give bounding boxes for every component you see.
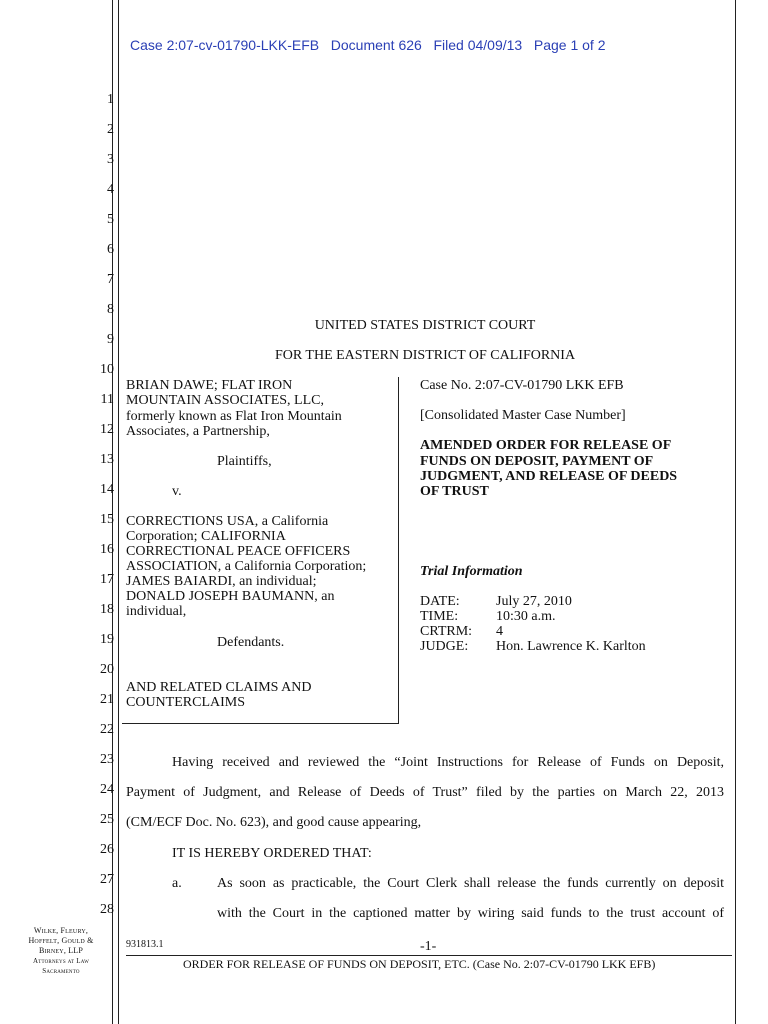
document-id: 931813.1 bbox=[126, 939, 164, 950]
footer-title: ORDER FOR RELEASE OF FUNDS ON DEPOSIT, ETC. (Case No. 2:07-CV-01790 LKK EFB) bbox=[183, 957, 656, 971]
plaintiffs-label: Plaintiffs, bbox=[217, 454, 272, 469]
right-margin-rule bbox=[735, 0, 736, 1024]
firm-line: Sacramento bbox=[42, 967, 80, 975]
defendant-line: JAMES BAIARDI, an individual; bbox=[126, 574, 317, 589]
document-title-line: AMENDED ORDER FOR RELEASE OF bbox=[420, 438, 672, 453]
line-number: 21 bbox=[100, 692, 114, 707]
line-number: 5 bbox=[107, 212, 114, 227]
master-case-note: [Consolidated Master Case Number] bbox=[420, 408, 626, 423]
versus-label: v. bbox=[172, 484, 182, 499]
line-number: 7 bbox=[107, 272, 114, 287]
firm-line: Attorneys at Law bbox=[32, 957, 90, 965]
plaintiff-line: Associates, a Partnership, bbox=[126, 424, 270, 439]
paragraph-line: (CM/ECF Doc. No. 623), and good cause appearing, bbox=[126, 815, 422, 830]
line-number: 15 bbox=[100, 512, 114, 527]
line-number: 12 bbox=[100, 422, 114, 437]
line-number: 24 bbox=[100, 782, 114, 797]
line-number: 2 bbox=[107, 122, 114, 137]
document-title-line: FUNDS ON DEPOSIT, PAYMENT OF bbox=[420, 454, 654, 469]
trial-value: July 27, 2010 bbox=[496, 594, 572, 609]
line-number: 13 bbox=[100, 452, 114, 467]
defendant-line: individual, bbox=[126, 604, 187, 619]
line-number: 4 bbox=[107, 182, 114, 197]
page-number: -1- bbox=[420, 939, 437, 954]
document-title-line: OF TRUST bbox=[420, 484, 489, 499]
line-number: 26 bbox=[100, 842, 114, 857]
line-number: 11 bbox=[100, 392, 114, 407]
line-number: 28 bbox=[100, 902, 114, 917]
line-number: 22 bbox=[100, 722, 114, 737]
paragraph-line: Payment of Judgment, and Release of Deeds of Trust” filed by the parties on March 22, 2013 bbox=[126, 785, 724, 800]
trial-label: CRTRM: bbox=[420, 624, 473, 639]
firm-line: Birney, LLP bbox=[38, 946, 84, 955]
footer-rule bbox=[126, 955, 732, 956]
line-number: 27 bbox=[100, 872, 114, 887]
plaintiff-line: MOUNTAIN ASSOCIATES, LLC, bbox=[126, 393, 325, 408]
left-margin-rule-inner bbox=[118, 0, 119, 1024]
case-number: Case No. 2:07-CV-01790 LKK EFB bbox=[420, 378, 624, 393]
trial-value: 4 bbox=[496, 624, 503, 639]
document-title-line: JUDGMENT, AND RELEASE OF DEEDS bbox=[420, 469, 678, 484]
related-line: AND RELATED CLAIMS AND bbox=[126, 680, 312, 695]
trial-label: JUDGE: bbox=[420, 639, 469, 654]
defendant-line: CORRECTIONAL PEACE OFFICERS bbox=[126, 544, 351, 559]
ecf-header-stamp: Case 2:07-cv-01790-LKK-EFB Document 626 Filed 04/09/13 Page 1 of 2 bbox=[130, 37, 606, 53]
line-number: 17 bbox=[100, 572, 114, 587]
trial-value: Hon. Lawrence K. Karlton bbox=[496, 639, 646, 654]
line-number: 3 bbox=[107, 152, 114, 167]
item-line: As soon as practicable, the Court Clerk shall release the funds currently on deposit bbox=[217, 876, 724, 891]
line-number: 23 bbox=[100, 752, 114, 767]
line-number: 8 bbox=[107, 302, 114, 317]
plaintiff-line: formerly known as Flat Iron Mountain bbox=[126, 409, 342, 424]
line-number: 9 bbox=[107, 332, 114, 347]
line-number: 1 bbox=[107, 92, 114, 107]
paragraph-line: Having received and reviewed the “Joint Instructions for Release of Funds on Deposit, bbox=[172, 755, 724, 770]
trial-info-heading: Trial Information bbox=[420, 564, 523, 579]
defendant-line: CORRECTIONS USA, a California bbox=[126, 514, 329, 529]
item-line: with the Court in the captioned matter by wiring said funds to the trust account of bbox=[217, 906, 724, 921]
trial-label: TIME: bbox=[420, 609, 459, 624]
line-number: 14 bbox=[100, 482, 114, 497]
line-number: 20 bbox=[100, 662, 114, 677]
line-number: 18 bbox=[100, 602, 114, 617]
line-number: 25 bbox=[100, 812, 114, 827]
trial-label: DATE: bbox=[420, 594, 460, 609]
line-number: 10 bbox=[100, 362, 114, 377]
defendant-line: ASSOCIATION, a California Corporation; bbox=[126, 559, 367, 574]
line-number: 6 bbox=[107, 242, 114, 257]
defendant-line: DONALD JOSEPH BAUMANN, an bbox=[126, 589, 335, 604]
court-district: FOR THE EASTERN DISTRICT OF CALIFORNIA bbox=[274, 348, 576, 363]
defendants-label: Defendants. bbox=[217, 635, 285, 650]
firm-line: Hoffelt, Gould & bbox=[28, 936, 94, 945]
order-statement: IT IS HEREBY ORDERED THAT: bbox=[172, 846, 372, 861]
plaintiff-line: BRIAN DAWE; FLAT IRON bbox=[126, 378, 293, 393]
line-number: 19 bbox=[100, 632, 114, 647]
court-name: UNITED STATES DISTRICT COURT bbox=[314, 318, 536, 333]
trial-value: 10:30 a.m. bbox=[496, 609, 556, 624]
firm-line: Wilke, Fleury, bbox=[33, 926, 89, 935]
line-number: 16 bbox=[100, 542, 114, 557]
related-line: COUNTERCLAIMS bbox=[126, 695, 246, 710]
item-marker: a. bbox=[172, 876, 182, 891]
defendant-line: Corporation; CALIFORNIA bbox=[126, 529, 286, 544]
